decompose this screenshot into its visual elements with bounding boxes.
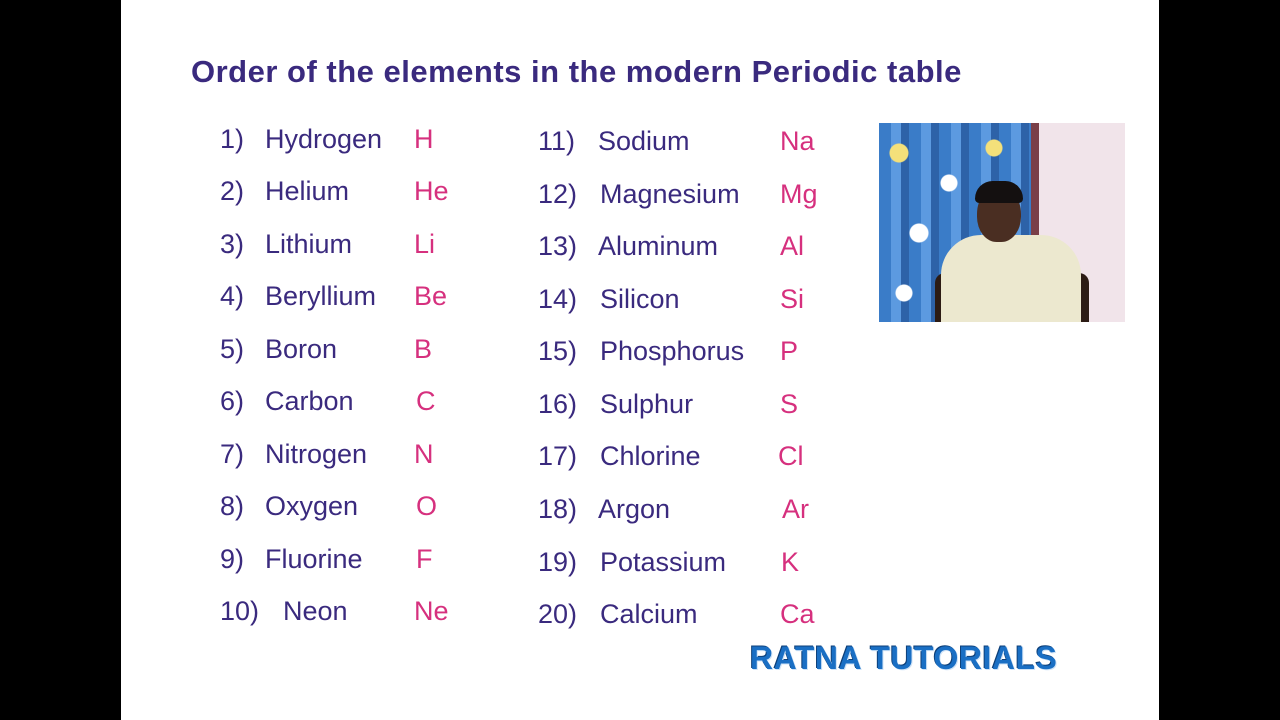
element-name: Carbon	[265, 386, 354, 416]
slide-title: Order of the elements in the modern Periodic table	[191, 54, 962, 89]
element-name: Helium	[265, 176, 350, 206]
element-name: Oxygen	[265, 491, 359, 521]
element-number: 14)	[538, 284, 578, 314]
element-symbol: Be	[414, 281, 448, 311]
element-name: Calcium	[600, 599, 698, 629]
element-number: 1)	[220, 124, 245, 154]
element-symbol: He	[414, 176, 449, 206]
element-name: Lithium	[265, 229, 353, 259]
element-symbol: C	[416, 386, 436, 416]
element-name: Phosphorus	[600, 336, 745, 366]
element-name: Boron	[265, 334, 338, 364]
element-symbol: Ca	[780, 599, 815, 629]
element-symbol: Si	[780, 284, 805, 314]
element-number: 4)	[220, 281, 245, 311]
element-number: 15)	[538, 336, 578, 366]
element-name: Magnesium	[600, 179, 740, 209]
element-symbol: B	[414, 334, 433, 364]
element-number: 12)	[538, 179, 578, 209]
element-number: 17)	[538, 441, 578, 471]
element-number: 9)	[220, 544, 245, 574]
element-symbol: F	[416, 544, 433, 574]
element-symbol: N	[414, 439, 434, 469]
element-name: Silicon	[600, 284, 680, 314]
element-symbol: O	[416, 491, 438, 521]
element-symbol: P	[780, 336, 799, 366]
element-name: Hydrogen	[265, 124, 383, 154]
element-name: Argon	[598, 494, 671, 524]
element-number: 2)	[220, 176, 245, 206]
element-number: 11)	[538, 126, 576, 156]
element-symbol: H	[414, 124, 434, 154]
element-name: Potassium	[600, 547, 727, 577]
element-symbol: S	[780, 389, 799, 419]
element-name: Sodium	[598, 126, 690, 156]
element-number: 19)	[538, 547, 578, 577]
element-number: 10)	[220, 596, 260, 626]
element-number: 13)	[538, 231, 578, 261]
element-name: Neon	[283, 596, 348, 626]
element-symbol: Al	[780, 231, 805, 261]
element-number: 8)	[220, 491, 245, 521]
element-name: Chlorine	[600, 441, 701, 471]
element-symbol: Mg	[780, 179, 818, 209]
element-name: Nitrogen	[265, 439, 368, 469]
element-name: Beryllium	[265, 281, 377, 311]
element-symbol: Li	[414, 229, 436, 259]
element-number: 18)	[538, 494, 578, 524]
element-symbol: K	[781, 547, 800, 577]
element-name: Sulphur	[600, 389, 694, 419]
element-number: 3)	[220, 229, 245, 259]
element-symbol: Ar	[782, 494, 809, 524]
element-number: 5)	[220, 334, 245, 364]
element-number: 6)	[220, 386, 245, 416]
element-symbol: Cl	[778, 441, 804, 471]
presenter-body	[941, 235, 1081, 322]
presenter-video	[879, 123, 1125, 322]
slide	[121, 0, 1159, 720]
element-symbol: Na	[780, 126, 815, 156]
element-symbol: Ne	[414, 596, 449, 626]
element-number: 20)	[538, 599, 578, 629]
brand-watermark: RATNA TUTORIALS	[750, 640, 1058, 676]
element-number: 16)	[538, 389, 578, 419]
element-name: Aluminum	[598, 231, 719, 261]
element-number: 7)	[220, 439, 245, 469]
element-name: Fluorine	[265, 544, 363, 574]
